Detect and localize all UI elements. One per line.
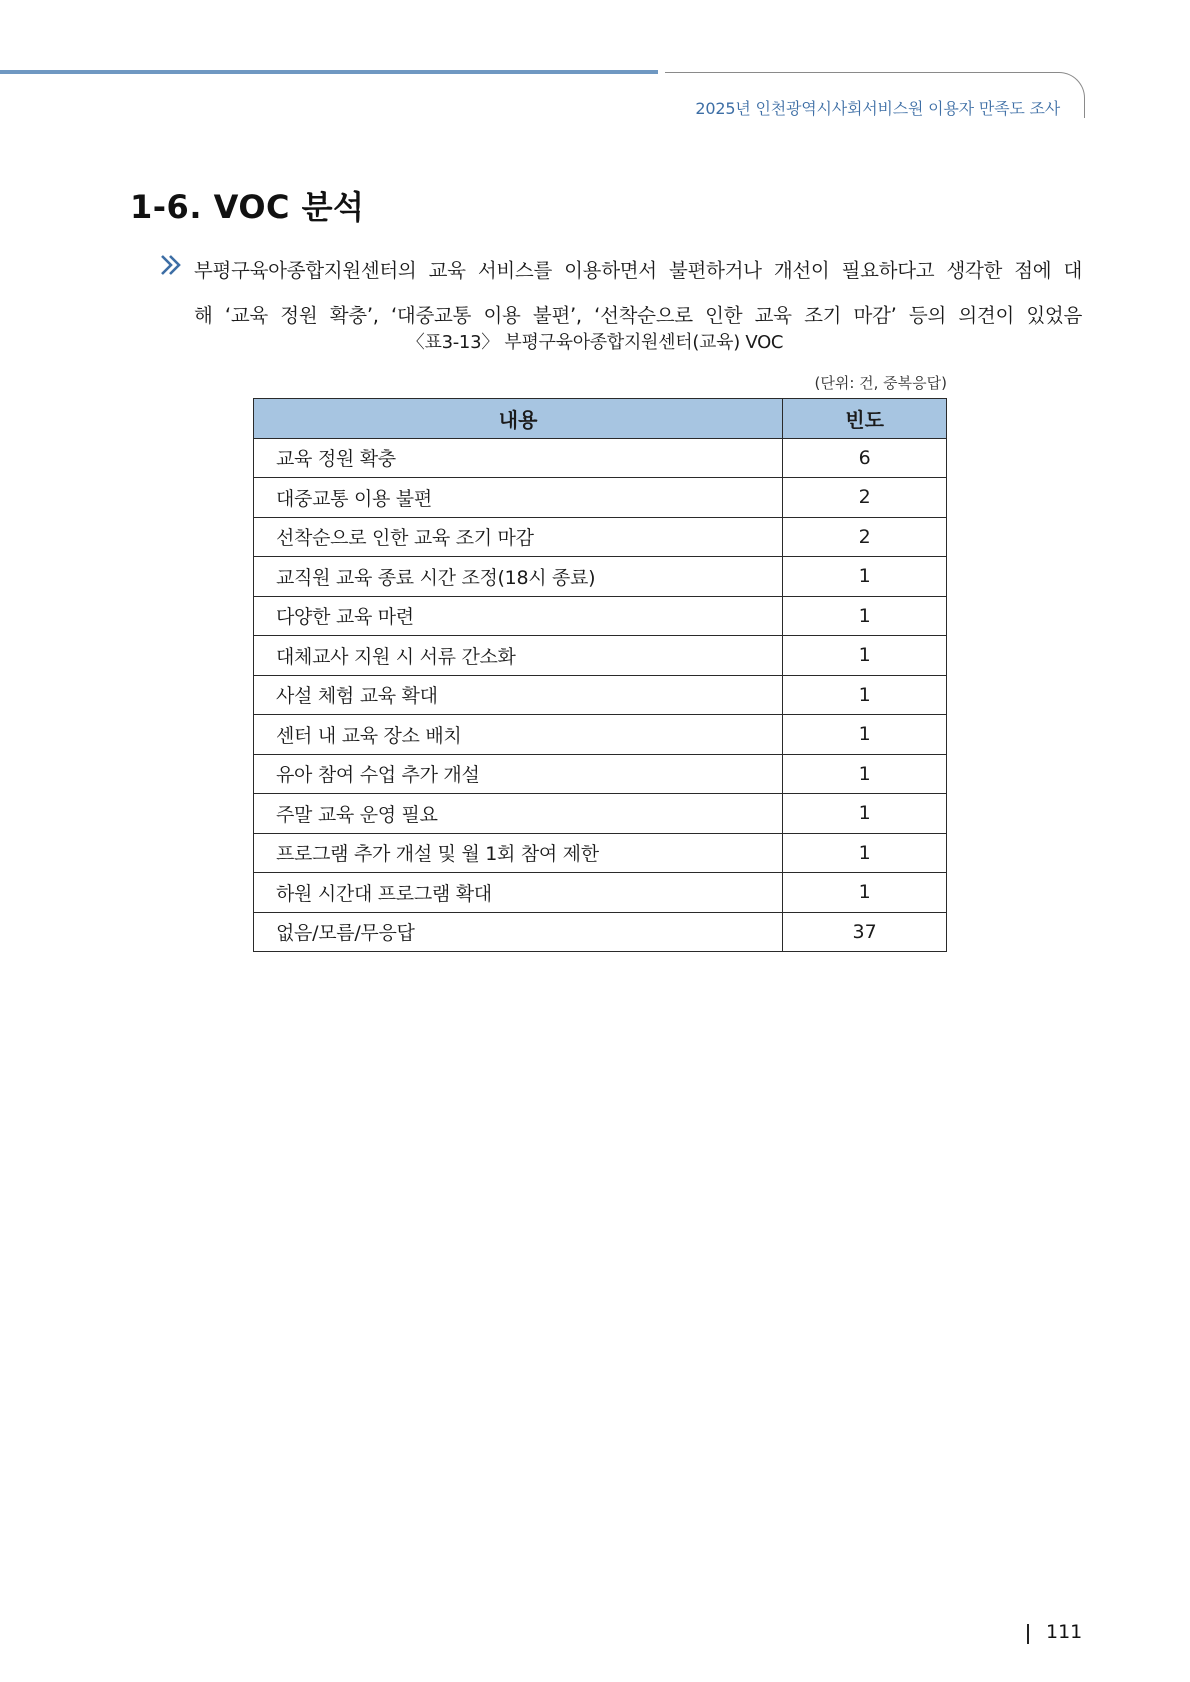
double-chevron-right-icon	[160, 253, 184, 277]
row-frequency: 1	[783, 873, 947, 913]
row-content: 다양한 교육 마련	[254, 596, 783, 636]
row-frequency: 2	[783, 478, 947, 518]
row-content: 센터 내 교육 장소 배치	[254, 715, 783, 755]
table-row	[254, 517, 947, 557]
row-content: 사설 체험 교육 확대	[254, 675, 783, 715]
summary-line-1: 부평구육아종합지원센터의 교육 서비스를 이용하면서 불편하거나 개선이 필요하다고 생각한 점에 대	[194, 259, 1082, 282]
row-frequency: 1	[783, 675, 947, 715]
header-accent-line	[0, 70, 658, 74]
running-header-title: 2025년 인천광역시사회서비스원 이용자 만족도 조사	[695, 99, 1060, 118]
summary-line-2: 해 ‘교육 정원 확충’, ‘대중교통 이용 불편’, ‘선착순으로 인한 교육 조기 마감’ 등의 의견이 있었음	[194, 304, 1082, 327]
row-content: 없음/모름/무응답	[254, 912, 783, 952]
row-frequency: 1	[783, 596, 947, 636]
row-content: 유아 참여 수업 추가 개설	[254, 754, 783, 794]
row-content: 선착순으로 인한 교육 조기 마감	[254, 517, 783, 557]
table-row	[254, 557, 947, 597]
row-content: 하원 시간대 프로그램 확대	[254, 873, 783, 913]
page-number	[1024, 1621, 1082, 1643]
table-row	[254, 794, 947, 834]
table-row	[254, 833, 947, 873]
row-frequency: 1	[783, 794, 947, 834]
table-row	[254, 636, 947, 676]
row-content: 교직원 교육 종료 시간 조정(18시 종료)	[254, 557, 783, 597]
row-content: 주말 교육 운영 필요	[254, 794, 783, 834]
table-row	[254, 596, 947, 636]
row-frequency: 1	[783, 754, 947, 794]
table-row	[254, 754, 947, 794]
row-frequency: 6	[783, 438, 947, 478]
page-number-text: 111	[1046, 1621, 1083, 1643]
table-caption: 〈표3-13〉 부평구육아종합지원센터(교육) VOC	[406, 332, 784, 353]
table-header-row	[254, 399, 947, 439]
table-row	[254, 715, 947, 755]
table-row	[254, 438, 947, 478]
table-row	[254, 873, 947, 913]
row-frequency: 1	[783, 636, 947, 676]
table-row	[254, 675, 947, 715]
row-frequency: 37	[783, 912, 947, 952]
row-content: 교육 정원 확충	[254, 438, 783, 478]
row-frequency: 1	[783, 833, 947, 873]
row-content: 대체교사 지원 시 서류 간소화	[254, 636, 783, 676]
row-frequency: 1	[783, 557, 947, 597]
row-frequency: 2	[783, 517, 947, 557]
table-row	[254, 912, 947, 952]
column-header-content: 내용	[254, 399, 783, 439]
table-unit-note: (단위: 건, 중복응답)	[814, 374, 947, 392]
row-content: 프로그램 추가 개설 및 월 1회 참여 제한	[254, 833, 783, 873]
row-content: 대중교통 이용 불편	[254, 478, 783, 518]
section-title: 1-6. VOC 분석	[130, 188, 365, 226]
row-frequency: 1	[783, 715, 947, 755]
table-row	[254, 478, 947, 518]
summary-paragraph	[194, 248, 1082, 338]
voc-table	[253, 398, 947, 952]
column-header-frequency: 빈도	[783, 399, 947, 439]
